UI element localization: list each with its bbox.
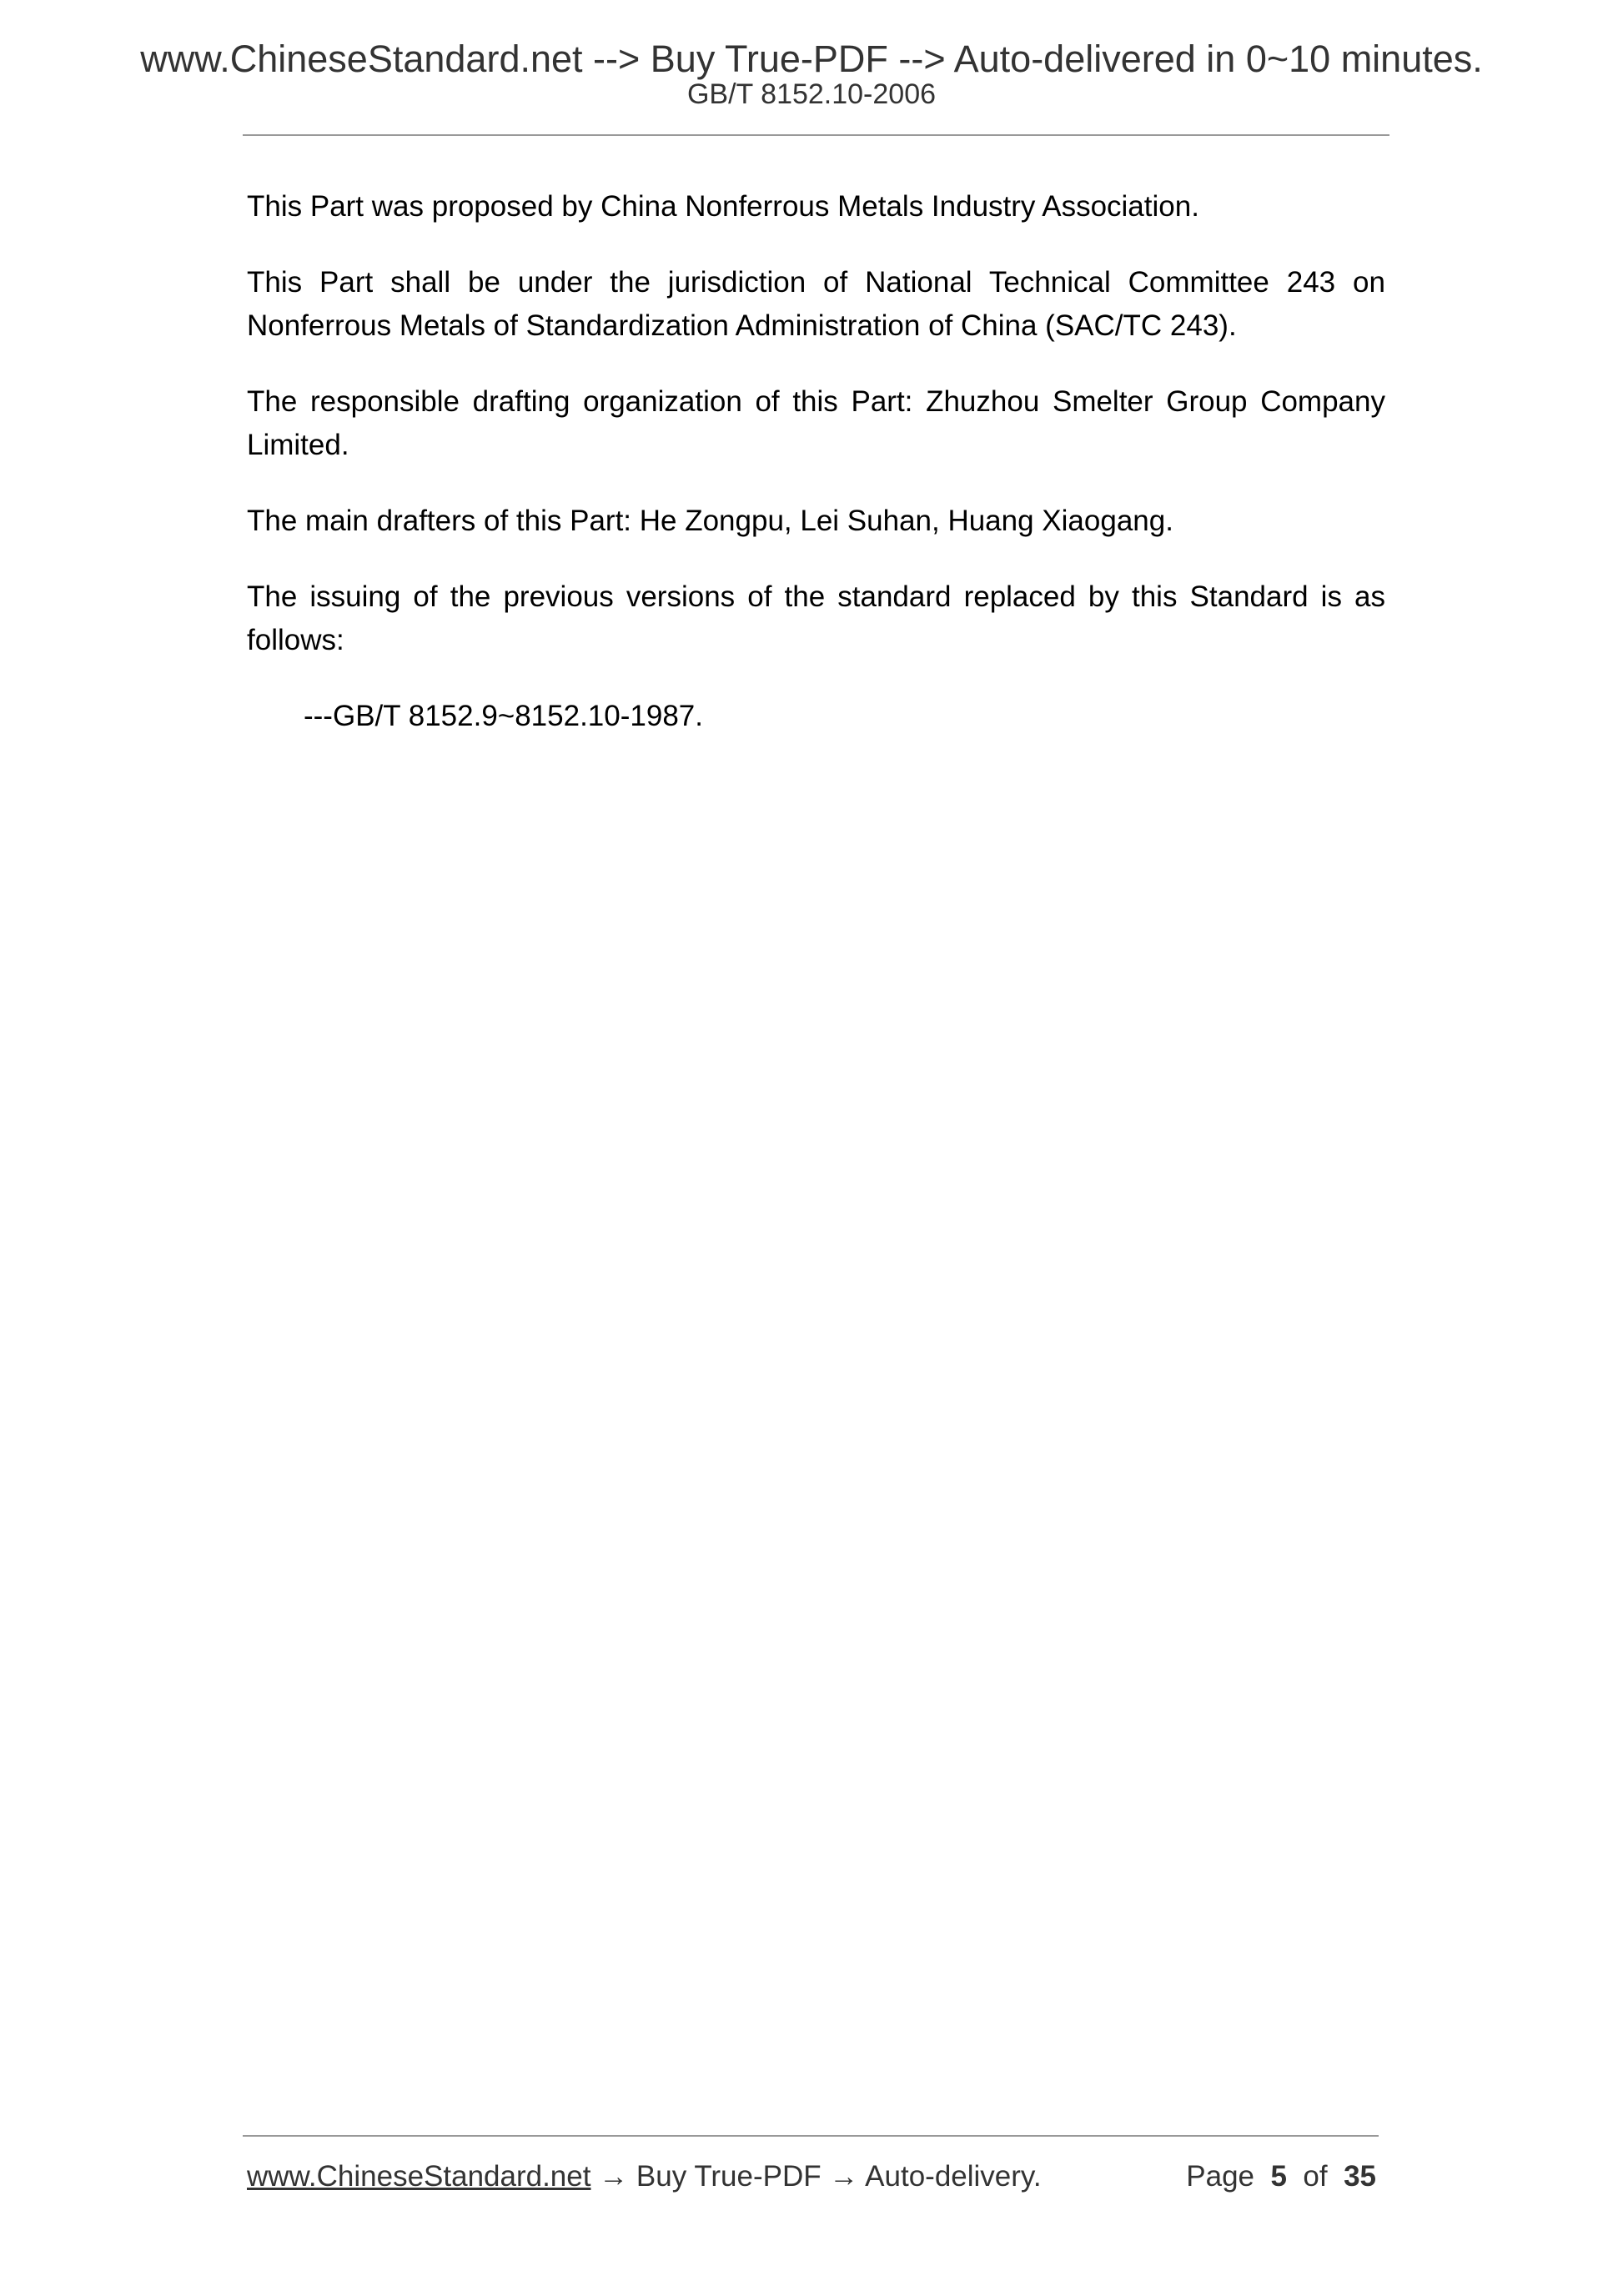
paragraph-drafting-organization: The responsible drafting organization of this Part: Zhuzhou Smelter Group Company Limited.	[247, 385, 1385, 461]
of-label: of	[1303, 2160, 1328, 2193]
page-label: Page	[1186, 2160, 1255, 2193]
header-divider	[243, 134, 1389, 136]
paragraph-previous-versions: The issuing of the previous versions of the standard replaced by this Standard is as follows:	[247, 580, 1385, 656]
site-banner: www.ChineseStandard.net --> Buy True-PDF --> Auto-delivered in 0~10 minutes.	[140, 38, 1483, 80]
paragraph-proposed-by: This Part was proposed by China Nonferrous Metals Industry Association.	[247, 190, 1199, 223]
footer-tagline: → Buy True-PDF → Auto-delivery.	[590, 2160, 1042, 2193]
document-body	[247, 185, 1385, 771]
page-number: 5	[1270, 2160, 1287, 2193]
previous-version-item: ---GB/T 8152.9~8152.10-1987.	[304, 700, 703, 732]
paragraph-main-drafters: The main drafters of this Part: He Zongpu, Lei Suhan, Huang Xiaogang.	[247, 505, 1173, 537]
paragraph-jurisdiction: This Part shall be under the jurisdiction of National Technical Committee 243 on Nonferrous Metals of Standardization Administration of China (SAC/TC 243).	[247, 266, 1385, 342]
page-footer	[247, 2158, 1376, 2195]
page-indicator	[1186, 2158, 1376, 2195]
footer-site-link[interactable]: www.ChineseStandard.net	[247, 2160, 591, 2193]
total-pages: 35	[1344, 2160, 1376, 2193]
footer-divider	[243, 2135, 1379, 2137]
document-code: GB/T 8152.10-2006	[686, 78, 937, 110]
